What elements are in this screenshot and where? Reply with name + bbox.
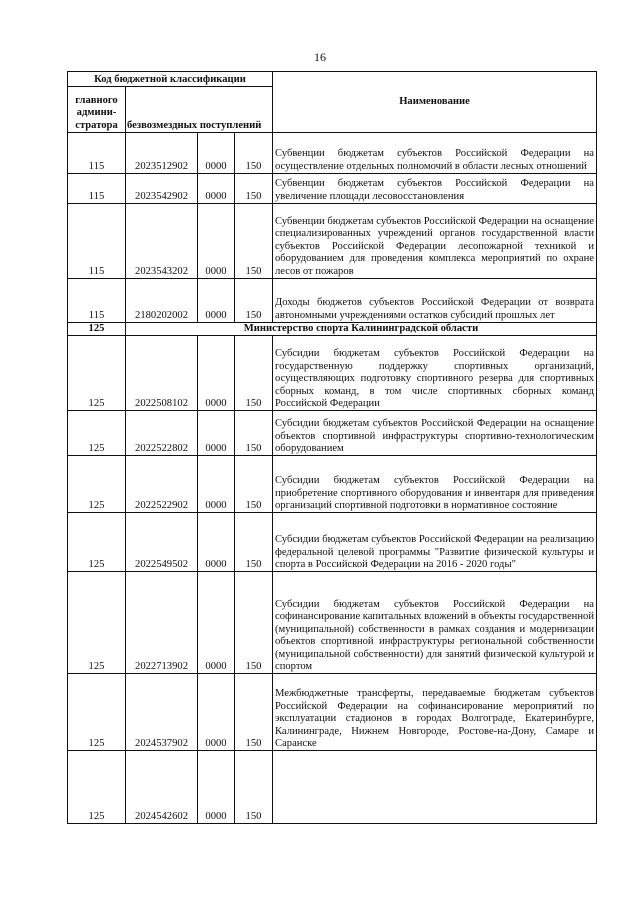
type-cell: 150 <box>235 674 273 751</box>
code-cell: 2022508102 <box>126 336 198 411</box>
type-cell: 150 <box>235 204 273 279</box>
code-cell: 2180202002 <box>126 279 198 323</box>
table-row <box>68 456 597 513</box>
admin-cell: 125 <box>68 513 126 572</box>
subcode-cell: 0000 <box>198 336 235 411</box>
admin-cell: 125 <box>68 674 126 751</box>
code-cell: 2022522802 <box>126 411 198 456</box>
code-cell: 2023543202 <box>126 204 198 279</box>
table-row <box>68 513 597 572</box>
admin-cell: 125 <box>68 751 126 824</box>
header-admin: главного админи-стратора <box>68 87 126 133</box>
subcode-cell: 0000 <box>198 174 235 204</box>
name-cell: Межбюджетные трансферты, передаваемые бюджетам субъектов Российской Федерации на софинансирование мероприятий по эксплуатации стадионов в городах Волгограде, Екатеринбурге, Калининграде, Нижнем Новгороде, Ростове-на-Дону, Самаре и Саранске <box>273 674 597 751</box>
admin-cell: 115 <box>68 279 126 323</box>
admin-cell: 125 <box>68 572 126 674</box>
admin-cell: 115 <box>68 204 126 279</box>
type-cell: 150 <box>235 751 273 824</box>
name-cell <box>273 751 597 824</box>
type-cell: 150 <box>235 133 273 174</box>
subcode-cell: 0000 <box>198 572 235 674</box>
header-revenue: безвозмездных поступлений <box>126 87 273 133</box>
table-row <box>68 133 597 174</box>
admin-cell: 125 <box>68 456 126 513</box>
name-cell: Субсидии бюджетам субъектов Российской Федерации на реализацию федеральной целевой программы "Развитие физической культуры и спорта в Российской Федерации на 2016 - 2020 годы" <box>273 513 597 572</box>
name-cell: Субвенции бюджетам субъектов Российской Федерации на оснащение специализированных учреждений органов государственной власти субъектов Российской Федерации лесопожарной техникой и оборудованием для проведения комплекса мероприятий по охране лесов от пожаров <box>273 204 597 279</box>
type-cell: 150 <box>235 456 273 513</box>
header-group-title: Код бюджетной классификации <box>68 72 273 87</box>
header-name: Наименование <box>273 72 597 133</box>
subcode-cell: 0000 <box>198 456 235 513</box>
name-cell: Субвенции бюджетам субъектов Российской Федерации на осуществление отдельных полномочий в области лесных отношений <box>273 133 597 174</box>
code-cell: 2022713902 <box>126 572 198 674</box>
name-cell: Доходы бюджетов субъектов Российской Федерации от возврата автономными учреждениями остатков субсидий прошлых лет <box>273 279 597 323</box>
table-row <box>68 572 597 674</box>
subcode-cell: 0000 <box>198 751 235 824</box>
budget-classification-table <box>67 71 597 824</box>
type-cell: 150 <box>235 411 273 456</box>
code-cell: 2022522902 <box>126 456 198 513</box>
admin-cell: 125 <box>68 411 126 456</box>
name-cell: Субсидии бюджетам субъектов Российской Федерации на софинансирование капитальных вложений в объекты государственной (муниципальной) собственности в рамках создания и модернизации объектов спортивной инфраструктуры региональной собственности (муниципальной собственности) для занятий физической культурой и спортом <box>273 572 597 674</box>
section-title: Министерство спорта Калининградской области <box>126 323 597 336</box>
admin-cell: 115 <box>68 133 126 174</box>
table-row <box>68 204 597 279</box>
subcode-cell: 0000 <box>198 204 235 279</box>
name-cell: Субвенции бюджетам субъектов Российской Федерации на увеличение площади лесовосстановления <box>273 174 597 204</box>
admin-cell: 125 <box>68 336 126 411</box>
section-admin-cell: 125 <box>68 323 126 336</box>
page-number: 16 <box>314 50 326 64</box>
subcode-cell: 0000 <box>198 279 235 323</box>
name-cell: Субсидии бюджетам субъектов Российской Федерации на приобретение спортивного оборудования и инвентаря для приведения организаций спортивной подготовки в нормативное состояние <box>273 456 597 513</box>
table-row <box>68 751 597 824</box>
name-cell: Субсидии бюджетам субъектов Российской Федерации на государственную поддержку спортивных организаций, осуществляющих подготовку спортивного резерва для спортивных сборных команд, в том числе спортивных сборных команд Российской Федерации <box>273 336 597 411</box>
subcode-cell: 0000 <box>198 133 235 174</box>
type-cell: 150 <box>235 336 273 411</box>
table-row <box>68 674 597 751</box>
type-cell: 150 <box>235 174 273 204</box>
code-cell: 2023512902 <box>126 133 198 174</box>
code-cell: 2022549502 <box>126 513 198 572</box>
type-cell: 150 <box>235 572 273 674</box>
table-row <box>68 279 597 323</box>
code-cell: 2023542902 <box>126 174 198 204</box>
name-cell: Субсидии бюджетам субъектов Российской Федерации на оснащение объектов спортивной инфраструктуры спортивно-технологическим оборудованием <box>273 411 597 456</box>
type-cell: 150 <box>235 513 273 572</box>
table-row <box>68 411 597 456</box>
subcode-cell: 0000 <box>198 513 235 572</box>
subcode-cell: 0000 <box>198 411 235 456</box>
code-cell: 2024542602 <box>126 751 198 824</box>
type-cell: 150 <box>235 279 273 323</box>
admin-cell: 115 <box>68 174 126 204</box>
section-row <box>68 323 597 336</box>
code-cell: 2024537902 <box>126 674 198 751</box>
table-row <box>68 336 597 411</box>
subcode-cell: 0000 <box>198 674 235 751</box>
table-row <box>68 174 597 204</box>
